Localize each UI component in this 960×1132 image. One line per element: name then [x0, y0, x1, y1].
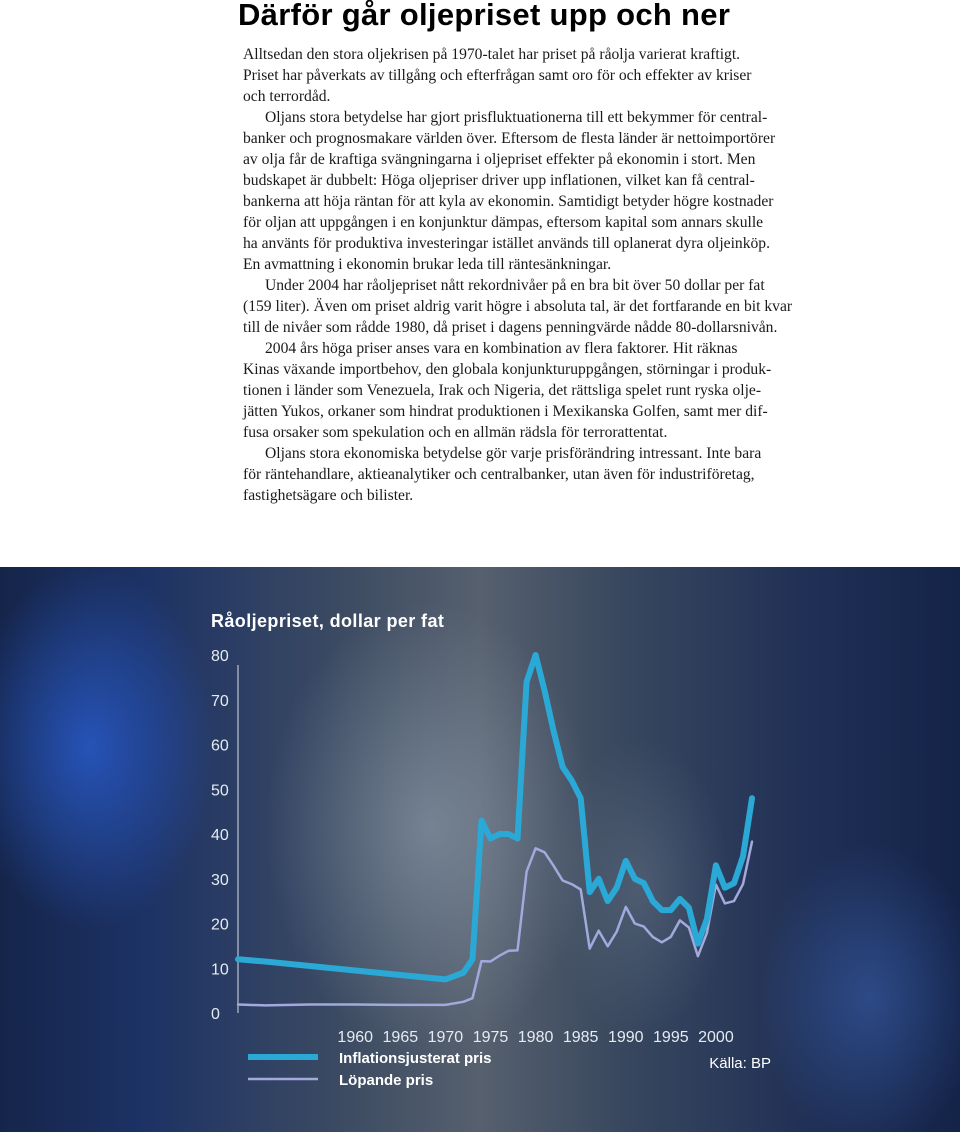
- article-line: budskapet är dubbelt: Höga oljepriser driver upp inflationen, vilket kan få central-: [243, 172, 755, 189]
- article-line: (159 liter). Även om priset aldrig varit högre i absoluta tal, är det fortfarande en bit kvar: [243, 298, 793, 315]
- series-line-current-price: [238, 842, 752, 1006]
- legend: [248, 1050, 492, 1089]
- legend-label: Löpande pris: [339, 1072, 434, 1089]
- article-line: Oljans stora betydelse har gjort prisfluktuationerna till ett bekymmer för central-: [265, 109, 768, 126]
- y-tick-label: 40: [211, 827, 229, 844]
- series-lines: [238, 655, 752, 1005]
- x-tick-label: 1960: [337, 1029, 374, 1046]
- article-line: av olja får de kraftiga svängningarna i oljepriset effekter på ekonomin i stort. Men: [243, 151, 756, 168]
- x-tick-label: 1985: [562, 1029, 599, 1046]
- article-line: fusa orsaker som spekulation och en allmän rädsla för terrorattentat.: [243, 424, 668, 441]
- oil-price-chart-panel: [0, 567, 960, 1132]
- y-tick-label: 50: [211, 782, 229, 800]
- article-line: för oljan att uppgången i en konjunktur dämpas, eftersom kapital som annars skulle: [243, 214, 764, 231]
- article-line: och terrordåd.: [243, 88, 331, 105]
- chart-title: Råoljepriset, dollar per fat: [211, 611, 445, 631]
- article-line: Kinas växande importbehov, den globala konjunkturuppgången, störningar i produk-: [243, 361, 772, 378]
- y-tick-labels: [211, 648, 229, 1023]
- article-line: Alltsedan den stora oljekrisen på 1970-talet har priset på råolja varierat kraftigt.: [243, 46, 741, 63]
- article-line: En avmattning i ekonomin brukar leda till räntesänkningar.: [243, 256, 612, 273]
- x-tick-label: 2000: [698, 1029, 734, 1046]
- y-tick-label: 20: [211, 916, 229, 934]
- article-line: bankerna att höja räntan för att kyla av ekonomin. Samtidigt betyder högre kostnader: [243, 193, 774, 210]
- y-tick-label: 30: [211, 871, 229, 889]
- article-line: Under 2004 har råoljepriset nått rekordnivåer på en bra bit över 50 dollar per fat: [265, 277, 765, 294]
- x-tick-label: 1980: [517, 1029, 554, 1046]
- article-title: Därför går oljepriset upp och ner: [238, 0, 731, 32]
- article-line: tionen i länder som Venezuela, Irak och Nigeria, det rättsliga spelet runt ryska olje-: [243, 382, 762, 399]
- article-line: Priset har påverkats av tillgång och efterfrågan samt oro för och effekter av kriser: [243, 67, 752, 84]
- article-line: 2004 års höga priser anses vara en kombination av flera faktorer. Hit räknas: [265, 340, 738, 357]
- x-tick-label: 1970: [427, 1029, 464, 1046]
- x-tick-label: 1995: [653, 1029, 689, 1046]
- article-line: fastighetsägare och bilister.: [243, 487, 414, 504]
- article-line: för räntehandlare, aktieanalytiker och centralbanker, utan även för industriföretag,: [243, 466, 755, 483]
- oil-price-chart: [0, 567, 960, 1132]
- article-line: jätten Yukos, orkaner som hindrat produktionen i Mexikanska Golfen, samt mer dif-: [243, 403, 768, 420]
- y-tick-label: 60: [211, 737, 229, 755]
- y-tick-label: 80: [211, 648, 229, 665]
- x-tick-label: 1990: [607, 1029, 644, 1046]
- article-line: banker och prognosmakare världen över. Eftersom de flesta länder är nettoimportörer: [243, 130, 776, 147]
- article-body: [243, 44, 843, 506]
- article-line: ha använts för produktiva investeringar istället används till oplanerat dyra oljeinköp.: [243, 235, 771, 252]
- article: [0, 0, 960, 560]
- y-tick-label: 0: [211, 1006, 220, 1023]
- article-line: Oljans stora ekonomiska betydelse gör varje prisförändring intressant. Inte bara: [265, 445, 762, 462]
- article-line: till de nivåer som rådde 1980, då priset i dagens penningvärde nådde 80-dollarsnivån.: [243, 319, 778, 336]
- y-tick-label: 10: [211, 961, 229, 979]
- chart-source: Källa: BP: [709, 1055, 771, 1072]
- x-tick-labels: [337, 1029, 733, 1046]
- y-tick-label: 70: [211, 692, 229, 710]
- x-tick-label: 1965: [382, 1029, 419, 1046]
- x-tick-label: 1975: [472, 1029, 509, 1046]
- legend-label: Inflationsjusterat pris: [339, 1050, 492, 1067]
